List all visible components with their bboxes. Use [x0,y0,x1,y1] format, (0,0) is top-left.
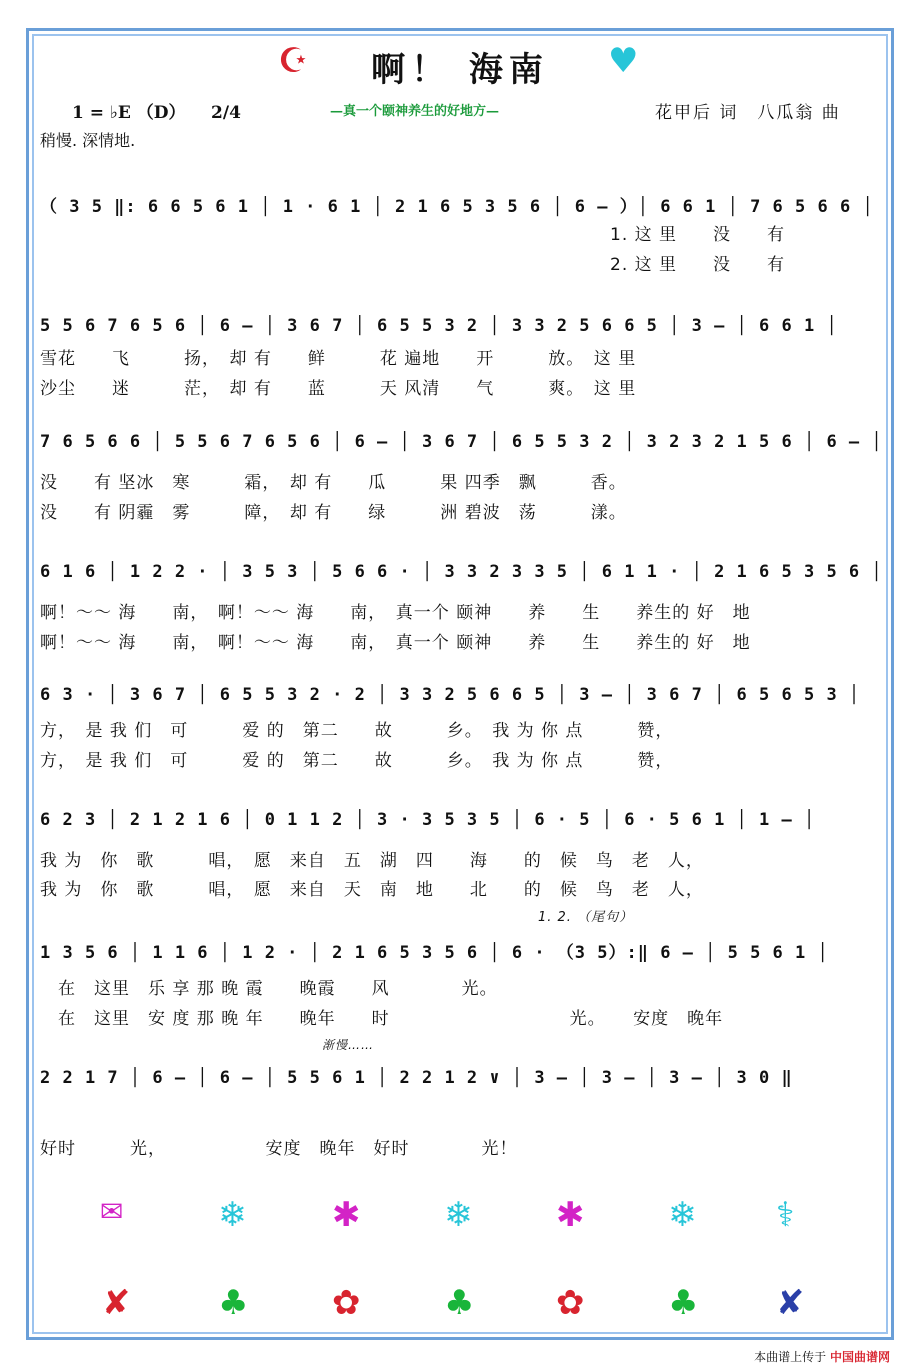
club-icon: ♣ [218,1283,249,1323]
club-icon: ♣ [668,1283,699,1323]
score-row-4-lyric-2: 啊！～～ 海 南， 啊！～～ 海 南， 真一个 颐神 养 生 养生的 好 地 [40,633,751,653]
score-row-7-lyric-2: 在 这里 安 度 那 晚 年 晚年 时 光。 安度 晚年 [58,1009,724,1029]
score-row-2-lyric-1: 雪花 飞 扬， 却 有 鲜 花 遍地 开 放。 这 里 [40,349,637,369]
ritardando-marker: 渐慢…… [322,1038,375,1052]
tempo-marking: 稍慢. 深情地. [40,131,136,150]
credits: 花甲后 词 八瓜翁 曲 [655,103,841,123]
score-row-3-lyric-2: 没 有 阴霾 雾 障， 却 有 绿 洲 碧波 荡 漾。 [40,503,627,523]
score-row-6-lyric-1: 我 为 你 歌 唱， 愿 来自 五 湖 四 海 的 候 鸟 老 人， [40,851,704,871]
score-row-2-notes: 5 5 6 7 6 5 6 │ 6 — │ 3 6 7 │ 6 5 5 3 2 │ 3 3 2 5 6 6 5 │ 3 — │ 6 6 1 │ [40,316,838,336]
qq-icon: ⚕ [776,1195,795,1235]
score-row-4-notes: 6 1 6 │ 1 2 2 · │ 3 5 3 │ 5 6 6 · │ 3 3 2 3 3 5 │ 6 1 1 · │ 2 1 6 5 3 5 6 │ [40,562,883,582]
score-row-8-lyric-1: 好时 光， 安度 晚年 好时 光！ [40,1139,518,1159]
score-row-6-notes: 6 2 3 │ 2 1 2 1 6 │ 0 1 1 2 │ 3 · 3 5 3 5 │ 6 · 5 │ 6 · 5 6 1 │ 1 — │ [40,810,816,830]
snowflake-icon: ❄ [668,1195,697,1235]
flower-icon: ✿ [556,1283,585,1323]
score-row-2-lyric-2: 沙尘 迷 茫， 却 有 蓝 天 风清 气 爽。 这 里 [40,379,637,399]
score-row-6-lyric-2: 我 为 你 歌 唱， 愿 来自 天 南 地 北 的 候 鸟 老 人， [40,880,704,900]
asterisk-icon: ✱ [556,1195,585,1235]
slogan: —真一个颐神养生的好地方— [330,104,500,119]
score-row-3-notes: 7 6 5 6 6 │ 5 5 6 7 6 5 6 │ 6 — │ 3 6 7 │ 6 5 5 3 2 │ 3 2 3 2 1 5 6 │ 6 — │ [40,432,883,452]
score-row-5-lyric-2: 方， 是 我 们 可 爱 的 第二 故 乡。 我 为 你 点 赞， [40,751,674,771]
flower-icon: ✿ [332,1283,361,1323]
asterisk-icon: ✱ [332,1195,361,1235]
footer [754,1348,890,1365]
score-row-8-notes: 2 2 1 7 │ 6 — │ 6 — │ 5 5 6 1 │ 2 2 1 2 ∨ │ 3 — │ 3 — │ 3 — │ 3 0 ‖ [40,1068,793,1088]
volta-marker: 1. 2. （尾句） [538,910,634,925]
site-brand[interactable]: 中国曲谱网 [829,1350,890,1364]
e-mail-icon: ✉ [100,1195,124,1228]
score-row-1-lyric-2: 2. 这 里 没 有 [610,255,786,275]
score-row-7-lyric-1: 在 这里 乐 享 那 晚 霞 晚霞 风 光。 [58,979,498,999]
crown-heart-icon: ♥ [608,41,639,81]
score-row-7-notes: 1 3 5 6 │ 1 1 6 │ 1 2 · │ 2 1 6 5 3 5 6 │ 6 · （3 5）:‖ 6 — │ 5 5 6 1 │ [40,943,829,963]
snowflake-icon: ❄ [444,1195,473,1235]
song-title: 啊！ 海南 [371,50,549,90]
score-row-5-notes: 6 3 · │ 3 6 7 │ 6 5 5 3 2 · 2 │ 3 3 2 5 6 6 5 │ 3 — │ 3 6 7 │ 6 5 6 5 3 │ [40,685,861,705]
key-signature: 1 = ♭E （D） 2/4 [72,103,241,123]
zigzag-icon: ✘ [102,1283,131,1323]
club-icon: ♣ [444,1283,475,1323]
score-row-1-lyric-1: 1. 这 里 没 有 [610,225,786,245]
score-row-1-notes: （ 3 5 ‖: 6 6 5 6 1 │ 1 · 6 1 │ 2 1 6 5 3 5 6 │ 6 — ）│ 6 6 1 │ 7 6 5 6 6 │ [40,197,874,217]
score-row-4-lyric-1: 啊！～～ 海 南， 啊！～～ 海 南， 真一个 颐神 养 生 养生的 好 地 [40,603,751,623]
snowflake-icon: ❄ [218,1195,247,1235]
score-row-5-lyric-1: 方， 是 我 们 可 爱 的 第二 故 乡。 我 为 你 点 赞， [40,721,674,741]
score-row-3-lyric-1: 没 有 坚冰 寒 霜， 却 有 瓜 果 四季 飘 香。 [40,473,627,493]
crescent-star-icon: ☪ [278,41,309,81]
footer-text: 本曲谱上传于 [754,1350,827,1364]
zigzag-icon: ✘ [776,1283,805,1323]
